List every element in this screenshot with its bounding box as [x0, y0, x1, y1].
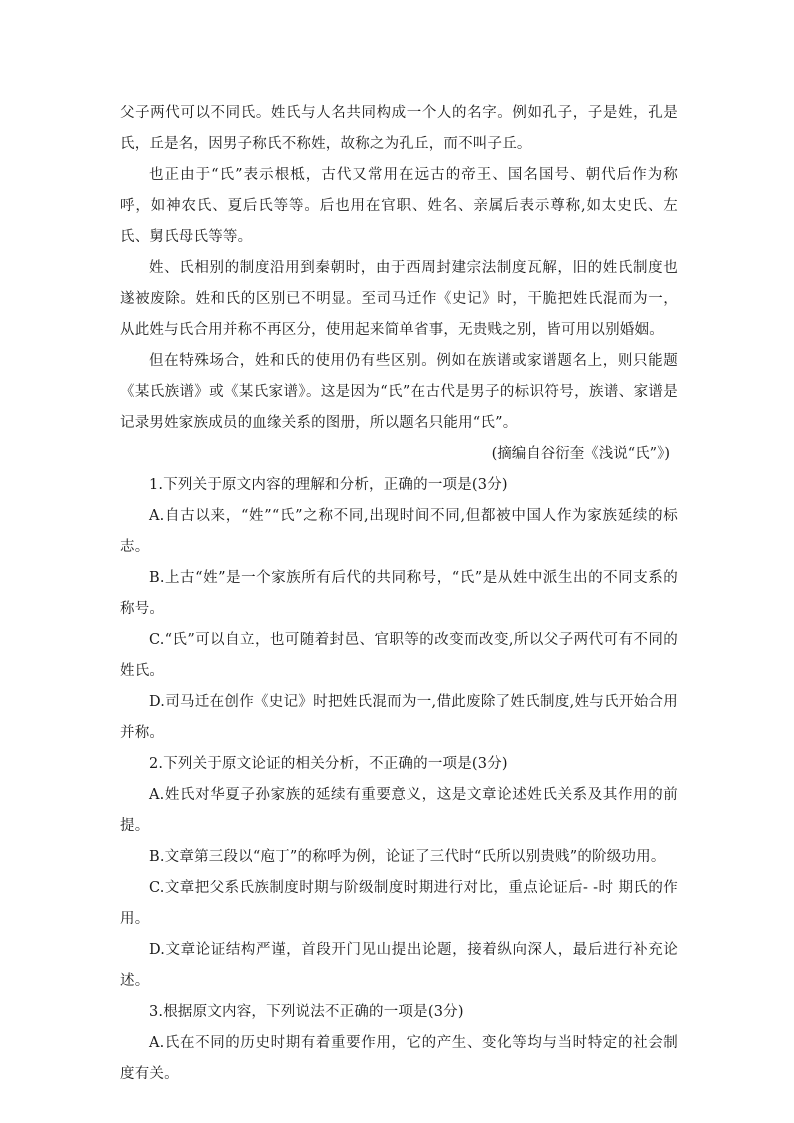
article-paragraph-3: 姓、氏相别的制度沿用到秦朝时，由于西周封建宗法制度瓦解，旧的姓氏制度也遂被废除。姓和氏的区别已不明显。至司马迁作《史记》时，干脆把姓氏混而为一，从此姓与氏合用并称不再区分，使用起来简单省事，无贵贱之别，皆可用以别婚姻。 — [120, 260, 678, 338]
article-source: (摘编自谷衍奎《浅说“氏”》) — [491, 446, 670, 462]
question-2-option-b: B.文章第三段以“庖丁”的称呼为例，论证了三代时“氏所以别贵贱”的阶级功用。 — [149, 849, 666, 865]
question-2-option-c: C.文章把父系氏族制度时期与阶级制度时期进行对比，重点论证后- -时 期氏的作用。 — [120, 880, 678, 927]
question-1-option-a: A.自古以来，“姓”“氏”之称不同,出现时间不同,但都被中国人作为家族延续的标志。 — [120, 508, 678, 555]
question-2-option-d: D.文章论证结构严谨，首段开门见山提出论题，接着纵向深人，最后进行补充论述。 — [120, 942, 678, 989]
article-paragraph-4: 但在特殊场合，姓和氏的使用仍有些区别。例如在族谱或家谱题名上，则只能题《某氏族谱》或《某氏家谱》。这是因为“氏”在古代是男子的标识符号，族谱、家谱是记录男姓家族成员的血缘关系的图册，所以题名只能用“氏”。 — [120, 353, 678, 431]
question-2-option-a: A.姓氏对华夏子孙家族的延续有重要意义，这是文章论述姓氏关系及其作用的前提。 — [120, 787, 678, 834]
question-1-stem: 1.下列关于原文内容的理解和分析，正确的一项是(3分) — [149, 477, 508, 493]
article-paragraph-2: 也正由于“氏”表示根柢，古代又常用在远古的帝王、国名国号、朝代后作为称呼，如神农氏、夏后氏等等。后也用在官职、姓名、亲属后表示尊称,如太史氏、左氏、舅氏母氏等等。 — [120, 167, 678, 245]
article-paragraph-1: 父子两代可以不同氏。姓氏与人名共同构成一个人的名字。例如孔子，子是姓，孔是氏，丘是名，因男子称氏不称姓，故称之为孔丘，而不叫子丘。 — [120, 105, 678, 152]
document-body — [120, 98, 678, 1090]
question-1-option-c: C.“氏”可以自立，也可随着封邑、官职等的改变而改变,所以父子两代可有不同的姓氏。 — [120, 632, 678, 679]
question-1-option-d: D.司马迁在创作《史记》时把姓氏混而为一,借此废除了姓氏制度,姓与氏开始合用并称。 — [120, 694, 678, 741]
question-2-stem: 2.下列关于原文论证的相关分析，不正确的一项是(3分) — [149, 756, 508, 772]
question-3-option-a: A.氏在不同的历史时期有着重要作用，它的产生、变化等均与当时特定的社会制度有关。 — [120, 1035, 678, 1082]
question-3-stem: 3.根据原文内容，下列说法不正确的一项是(3分) — [149, 1004, 464, 1020]
question-1-option-b: B.上古“姓”是一个家族所有后代的共同称号，“氏”是从姓中派生出的不同支系的称号。 — [120, 570, 678, 617]
